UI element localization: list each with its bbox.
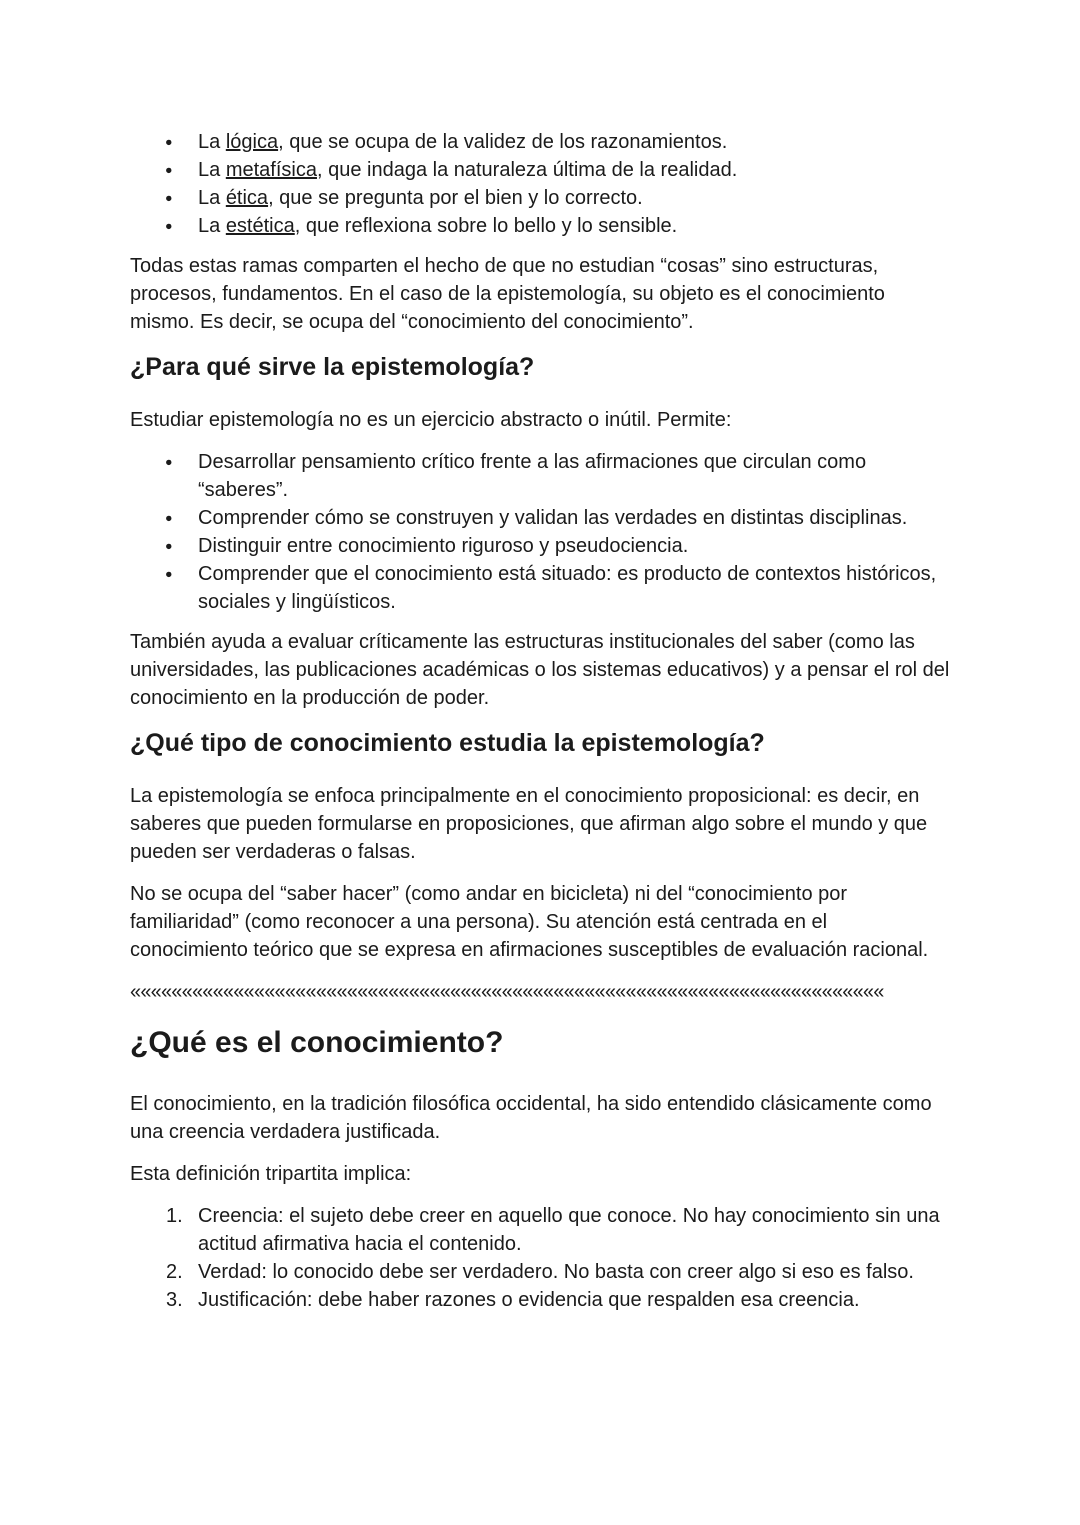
list-item-text: , que indaga la naturaleza última de la realidad. <box>316 159 738 181</box>
list-item-text: La <box>198 159 226 181</box>
paragraph-proposicional: La epistemología se enfoca principalmente en el conocimiento proposicional: es decir, en saberes que pueden formularse en proposiciones, que afirman algo sobre el mundo y que pueden ser verdaderas o falsas. <box>130 785 928 863</box>
paragraph-tambien-ayuda: También ayuda a evaluar críticamente las estructuras institucionales del saber (como las universidades, las publicaciones académicas o los sistemas educativos) y a pensar el rol del conocimiento en la producción de poder. <box>130 631 950 709</box>
underlined-term: lógica <box>225 131 279 153</box>
list-item-text: , que reflexiona sobre lo bello y lo sensible. <box>294 215 678 237</box>
list-item <box>198 128 950 156</box>
list-item: Justificación: debe haber razones o evidencia que respalden esa creencia. <box>198 1289 860 1311</box>
list-item <box>198 212 950 240</box>
paragraph-ramas: Todas estas ramas comparten el hecho de que no estudian “cosas” sino estructuras, procesos, fundamentos. En el caso de la epistemología, su objeto es el conocimiento mismo. Es decir, se ocupa del “conocimiento del conocimiento”. <box>130 255 885 333</box>
tripartite-conditions-list <box>130 1202 950 1314</box>
list-item: Verdad: lo conocido debe ser verdadero. No basta con creer algo si eso es falso. <box>198 1261 914 1283</box>
heading-para-que-sirve: ¿Para qué sirve la epistemología? <box>130 353 535 381</box>
underlined-term: estética <box>225 215 295 237</box>
branches-of-philosophy-list <box>130 128 950 240</box>
section-divider: ««««««««««««««««««««««««««««««««««««««««««««««««««««««««««««««««««««««««« <box>130 981 884 1003</box>
heading-que-es-conocimiento: ¿Qué es el conocimiento? <box>130 1026 504 1059</box>
list-item: ● Comprender que el conocimiento está situado: es producto de contextos históricos, sociales y lingüísticos. <box>198 560 950 616</box>
list-item: ● Comprender cómo se construyen y validan las verdades en distintas disciplinas. <box>198 504 950 532</box>
paragraph-permite: Estudiar epistemología no es un ejercicio abstracto o inútil. Permite: <box>130 409 732 431</box>
underlined-term: ética <box>225 187 269 209</box>
list-item-text: La <box>198 187 226 209</box>
list-item: ● Distinguir entre conocimiento riguroso y pseudociencia. <box>198 532 950 560</box>
list-item-text: , que se ocupa de la validez de los razonamientos. <box>278 131 728 153</box>
list-item <box>198 184 950 212</box>
underlined-term: metafísica <box>225 159 317 181</box>
list-item-text: , que se pregunta por el bien y lo correcto. <box>268 187 643 209</box>
list-item: Creencia: el sujeto debe creer en aquello que conoce. No hay conocimiento sin una actitud afirmativa hacia el contenido. <box>198 1205 940 1255</box>
benefits-list <box>130 448 950 616</box>
paragraph-creencia-verdadera: El conocimiento, en la tradición filosófica occidental, ha sido entendido clásicamente como una creencia verdadera justificada. <box>130 1093 932 1143</box>
list-item-text: La <box>198 215 226 237</box>
paragraph-no-se-ocupa: No se ocupa del “saber hacer” (como andar en bicicleta) ni del “conocimiento por familiaridad” (como reconocer a una persona). Su atención está centrada en el conocimiento teórico que se expresa en afirmaciones susceptibles de evaluación racional. <box>130 883 929 961</box>
heading-que-tipo: ¿Qué tipo de conocimiento estudia la epistemología? <box>130 729 765 757</box>
list-item <box>198 156 950 184</box>
list-item: ● Desarrollar pensamiento crítico frente a las afirmaciones que circulan como “saberes”. <box>198 448 950 504</box>
list-item-text: La <box>198 131 226 153</box>
paragraph-definicion-tripartita: Esta definición tripartita implica: <box>130 1163 412 1185</box>
